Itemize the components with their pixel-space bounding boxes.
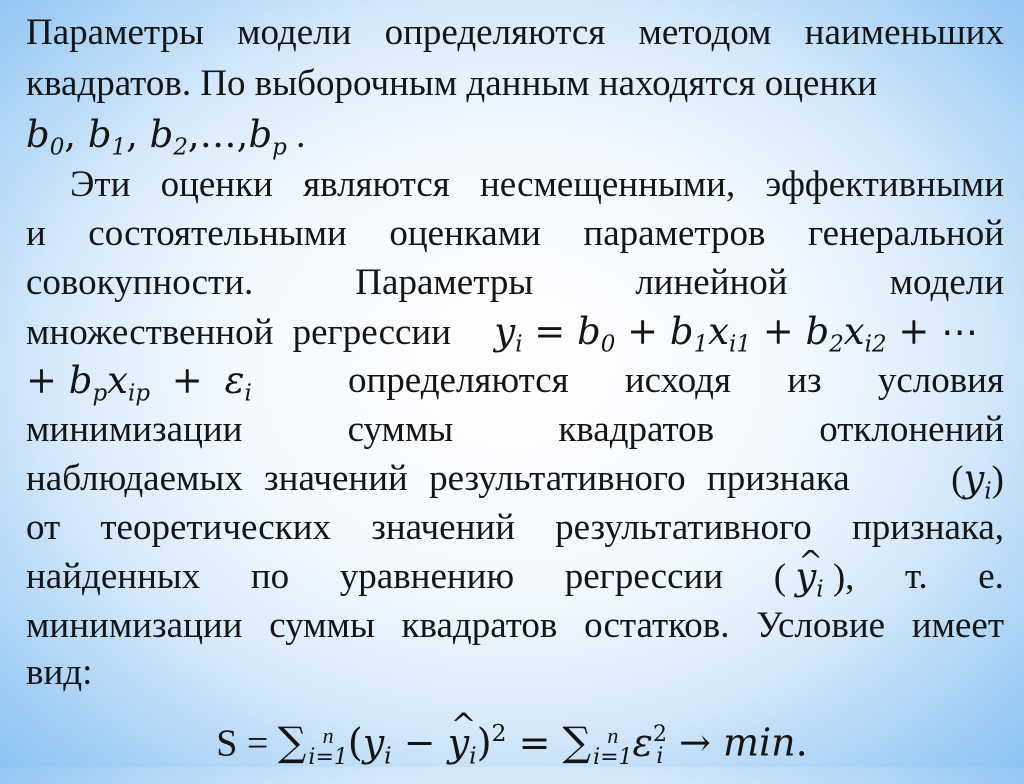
paragraph2-line4 — [26, 305, 1004, 359]
text: Эти оценки являются несмещенными, эффективными — [70, 164, 1004, 205]
least-squares-formula: S = ∑ n i=1 ($y_i$ − ^ $y_i)^2$ = ∑ n i=1 ε 2 i → min. — [0, 704, 1024, 762]
text: множественной регрессии — [26, 312, 452, 353]
paragraph2-line11 — [26, 646, 1004, 700]
text: Параметры модели определяются методом наименьших — [26, 12, 1004, 53]
formula-lhs: S = — [216, 722, 278, 765]
paragraph2-line2 — [26, 207, 1004, 261]
sum-limits: n i=1 — [308, 722, 348, 770]
sum-limits-2: n i=1 — [593, 722, 633, 770]
paragraph2-line10 — [26, 599, 1004, 653]
estimates-formula: $b_0$, $b_1$, $b_2,\dots,b_p$ — [26, 113, 287, 161]
paragraph2-line8 — [26, 501, 1004, 555]
text: от теоретических значений результативного признака, — [26, 507, 1004, 548]
period: . — [286, 115, 306, 156]
paragraph1-line2 — [26, 57, 1004, 111]
sum-symbol: ∑ — [277, 719, 307, 766]
observed-value: $(y_i)$ — [951, 457, 1004, 505]
text: и состоятельными оценками параметров генеральной — [26, 213, 1004, 254]
regression-equation-part1: $y_i = b_0 + b_1x_{i1} + b_2x_{i2}$ + ⋯ — [494, 310, 979, 358]
paragraph2-line7: наблюдаемых значений результативного признака $(y_i)$ — [26, 452, 1004, 506]
paragraph2-line3: совокупности. Параметры линейной модели — [26, 262, 1004, 303]
paragraph2-line5: + $b_px_{ip} + \varepsilon_i$ определяются исходя из условия — [26, 354, 1004, 408]
text: минимизации суммы квадратов остатков. Условие имеет — [26, 605, 1004, 646]
sum-symbol-2: ∑ — [562, 719, 592, 766]
paragraph2-line6: минимизации суммы квадратов отклонений — [26, 409, 1004, 450]
text: квадратов. По выборочным данным находятся оценки — [26, 63, 877, 104]
regression-equation-part2: + $b_px_{ip} + \varepsilon_i$ — [26, 359, 252, 407]
paragraph2-line1 — [26, 158, 1004, 212]
fitted-value: ( ^ $y_i$ ), — [774, 550, 855, 604]
text: вид: — [26, 652, 93, 693]
paragraph1-line1 — [26, 6, 1004, 60]
estimates-line — [26, 108, 1004, 162]
paragraph2-line9: найденных по уравнению регрессии ( ^ $y_i$ ), т. е. — [26, 550, 1004, 604]
